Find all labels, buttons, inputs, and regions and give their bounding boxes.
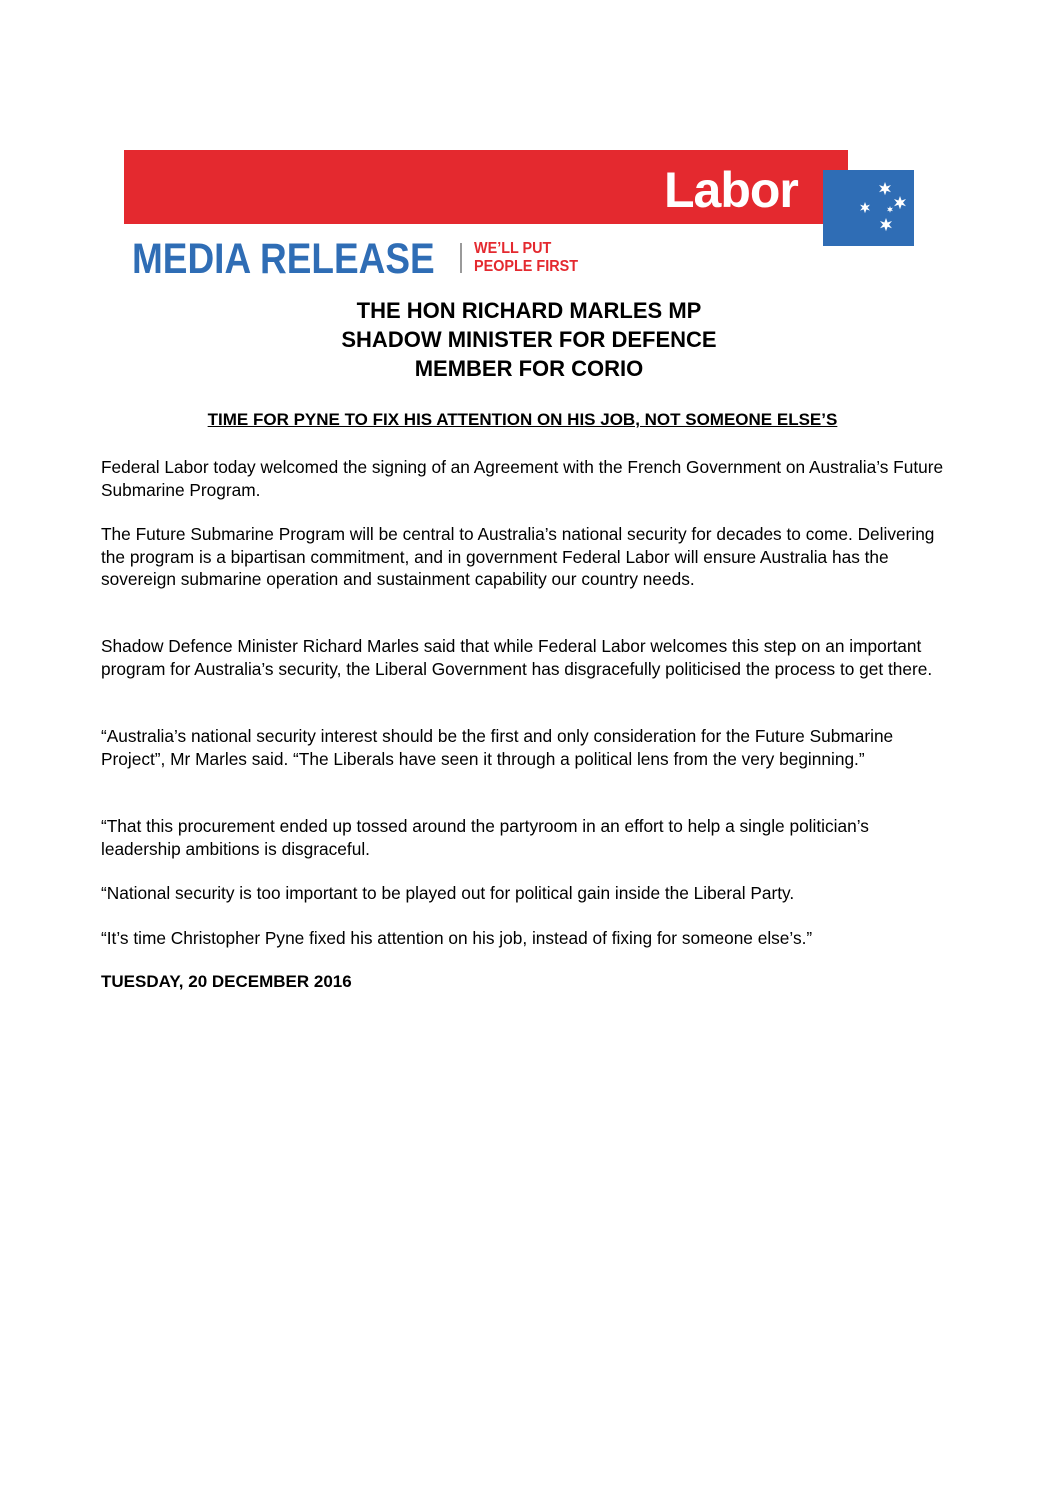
southern-cross-logo-icon bbox=[823, 170, 914, 246]
paragraph-5: “That this procurement ended up tossed around the partyroom in an effort to help a single politician’s leadership ambitions is disgraceful. bbox=[101, 816, 869, 859]
paragraph-3: Shadow Defence Minister Richard Marles said that while Federal Labor welcomes this step on an important program for Australia’s security, the Liberal Government has disgracefully politicised the process to get there. bbox=[101, 636, 933, 679]
paragraph-2: The Future Submarine Program will be central to Australia’s national security for decades to come. Delivering the program is a bipartisan commitment, and in government Federal Labor will ensure Australia has the sovereign submarine operation and sustainment capability our country needs. bbox=[101, 524, 935, 590]
minister-name: THE HON RICHARD MARLES MP bbox=[356, 298, 702, 323]
paragraph-7: “It’s time Christopher Pyne fixed his attention on his job, instead of fixing for someone else’s.” bbox=[101, 928, 813, 948]
star-icon bbox=[887, 206, 893, 213]
paragraph-6: “National security is too important to be played out for political gain inside the Liberal Party. bbox=[101, 883, 795, 903]
star-icon bbox=[894, 196, 906, 209]
tagline-line-1: WE’LL PUT bbox=[474, 240, 552, 257]
paragraph-1: Federal Labor today welcomed the signing of an Agreement with the French Government on Australia’s Future Submarine Program. bbox=[101, 457, 944, 500]
media-release-title: MEDIA RELEASE bbox=[132, 235, 435, 283]
star-icon bbox=[879, 182, 891, 195]
tagline bbox=[474, 240, 578, 276]
paragraph-4: “Australia’s national security interest should be the first and only consideration for the Future Submarine Project”, Mr Marles said. “The Liberals have seen it through a political lens from the very beginning.” bbox=[101, 726, 894, 769]
labor-logo-text: Labor bbox=[664, 162, 798, 218]
release-headline: TIME FOR PYNE TO FIX HIS ATTENTION ON HIS JOB, NOT SOMEONE ELSE’S bbox=[207, 410, 838, 429]
tagline-line-2: PEOPLE FIRST bbox=[474, 258, 579, 275]
star-icon bbox=[860, 202, 870, 213]
banner-divider bbox=[460, 243, 462, 273]
release-date: TUESDAY, 20 DECEMBER 2016 bbox=[101, 972, 352, 991]
minister-electorate: MEMBER FOR CORIO bbox=[414, 356, 644, 381]
star-icon bbox=[880, 218, 892, 231]
southern-cross-stars-icon bbox=[823, 170, 914, 246]
minister-portfolio: SHADOW MINISTER FOR DEFENCE bbox=[341, 327, 717, 352]
